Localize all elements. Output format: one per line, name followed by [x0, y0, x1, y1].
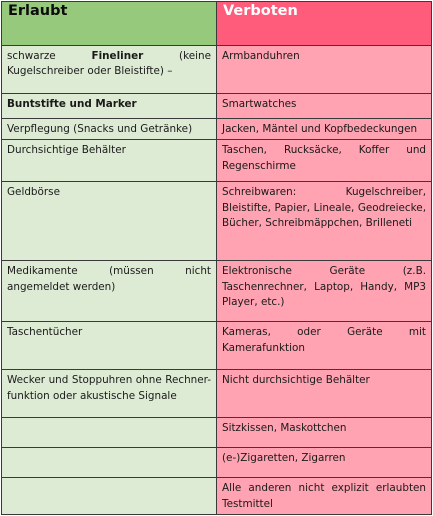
- forbidden-cell: Sitzkissen, Maskottchen: [217, 418, 432, 448]
- allowed-cell: Buntstifte und Marker: [2, 94, 217, 119]
- forbidden-cell: Jacken, Mäntel und Kopfbedeckungen: [217, 119, 432, 140]
- table-row: [2, 418, 432, 448]
- allowed-text-pre: schwarze: [7, 50, 92, 62]
- forbidden-cell: Kameras, oder Geräte mit Kamerafunktion: [217, 322, 432, 370]
- allowed-cell: [2, 448, 217, 478]
- header-allowed: Erlaubt: [2, 2, 217, 46]
- table-row: [2, 119, 432, 140]
- table-row: [2, 140, 432, 182]
- allowed-text-post: (keine Kugelschreiber oder Bleistifte) –: [7, 50, 211, 78]
- allowed-cell: [2, 418, 217, 448]
- allowed-cell: [2, 478, 217, 515]
- forbidden-cell: Nicht durchsichtige Behälter: [217, 370, 432, 418]
- forbidden-cell: Elektronische Geräte (z.B. Taschenrechner, Laptop, Handy, MP3 Player, etc.): [217, 261, 432, 322]
- header-row: [2, 2, 432, 46]
- table-row: [2, 478, 432, 515]
- table-row: [2, 94, 432, 119]
- forbidden-cell: (e-)Zigaretten, Zigarren: [217, 448, 432, 478]
- table-row: [2, 261, 432, 322]
- allowed-cell: [2, 46, 217, 94]
- forbidden-cell: Schreibwaren: Kugelschreiber, Bleistifte, Papier, Lineale, Geodreiecke, Bücher, Schreibmäppchen, Brilleneti: [217, 182, 432, 261]
- table-row: [2, 46, 432, 94]
- table-row: [2, 322, 432, 370]
- allowed-text-bold: Fineliner: [91, 50, 144, 62]
- forbidden-cell: Taschen, Rucksäcke, Koffer und Regenschirme: [217, 140, 432, 182]
- rules-table: [1, 1, 432, 515]
- allowed-cell: Taschentücher: [2, 322, 217, 370]
- allowed-cell: Geldbörse: [2, 182, 217, 261]
- allowed-cell: Wecker und Stoppuhren ohne Rechner-funktion oder akustische Signale: [2, 370, 217, 418]
- allowed-cell: Verpflegung (Snacks und Getränke): [2, 119, 217, 140]
- header-forbidden: Verboten: [217, 2, 432, 46]
- table-row: [2, 448, 432, 478]
- forbidden-cell: Armbanduhren: [217, 46, 432, 94]
- forbidden-cell: Alle anderen nicht explizit erlaubten Testmittel: [217, 478, 432, 515]
- table-row: [2, 182, 432, 261]
- allowed-cell: Durchsichtige Behälter: [2, 140, 217, 182]
- allowed-cell: Medikamente (müssen nicht angemeldet werden): [2, 261, 217, 322]
- forbidden-cell: Smartwatches: [217, 94, 432, 119]
- table-row: [2, 370, 432, 418]
